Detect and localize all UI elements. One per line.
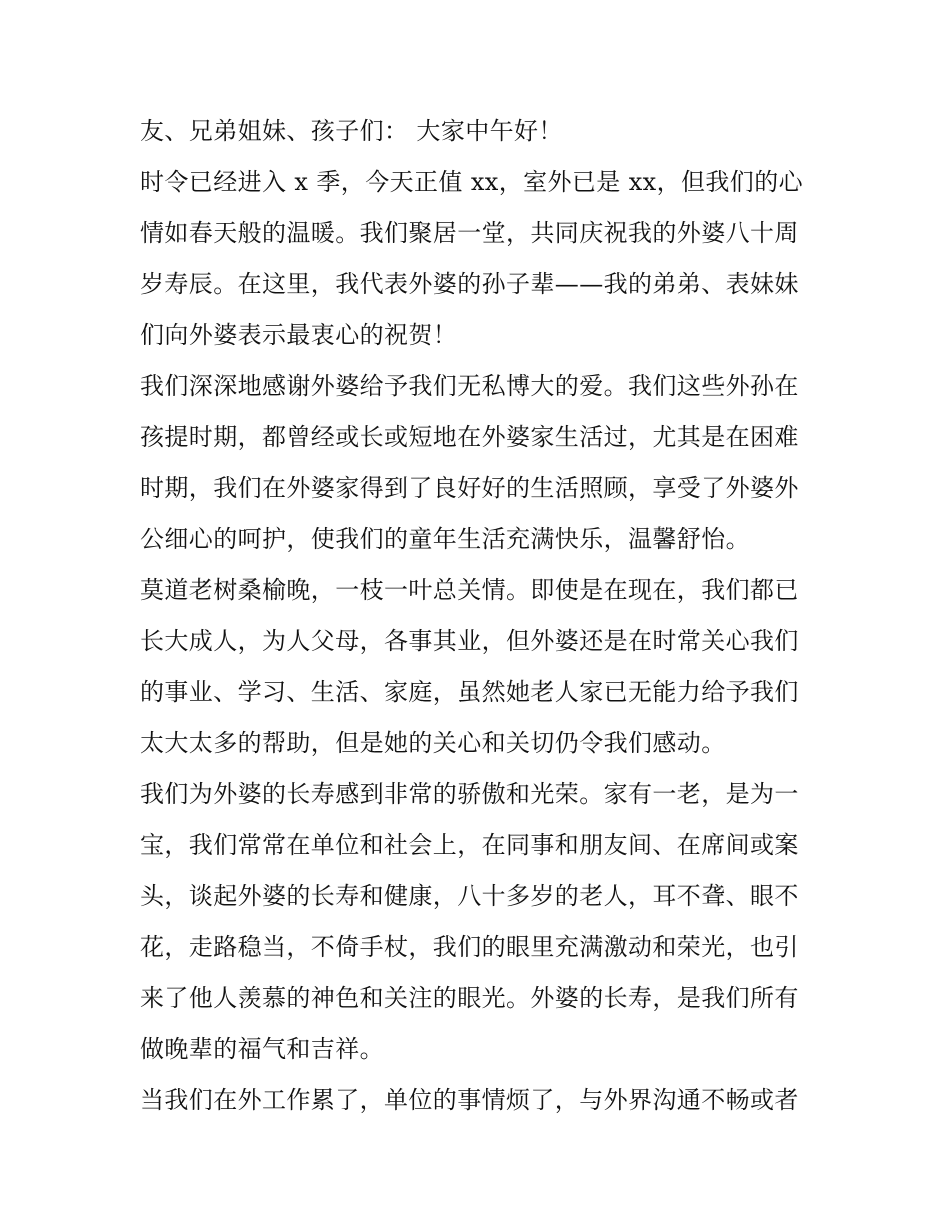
text-line-13: 太大太多的帮助，但是她的关心和关切仍令我们感动。 bbox=[140, 729, 726, 757]
text-line-1: 友、兄弟姐妹、孩子们： 大家中午好！ bbox=[140, 117, 563, 145]
document-text-body bbox=[140, 106, 815, 1126]
text-line-9: 公细心的呵护，使我们的童年生活充满快乐，温馨舒怡。 bbox=[140, 525, 750, 553]
text-line-10: 莫道老树桑榆晚，一枝一叶总关情。即使是在现在，我们都已 bbox=[140, 576, 799, 604]
text-line-8: 时期，我们在外婆家得到了良好好的生活照顾，享受了外婆外 bbox=[140, 474, 799, 502]
text-line-11: 长大成人，为人父母，各事其业，但外婆还是在时常关心我们 bbox=[140, 627, 799, 655]
text-line-4: 岁寿辰。在这里，我代表外婆的孙子辈——我的弟弟、表妹妹 bbox=[140, 270, 799, 298]
text-line-16: 头，谈起外婆的长寿和健康，八十多岁的老人，耳不聋、眼不 bbox=[140, 882, 799, 910]
text-line-5: 们向外婆表示最衷心的祝贺！ bbox=[140, 321, 458, 349]
text-line-12: 的事业、学习、生活、家庭，虽然她老人家已无能力给予我们 bbox=[140, 678, 799, 706]
text-line-18: 来了他人羡慕的神色和关注的眼光。外婆的长寿，是我们所有 bbox=[140, 984, 799, 1012]
text-line-17: 花，走路稳当，不倚手杖，我们的眼里充满激动和荣光，也引 bbox=[140, 933, 799, 961]
text-line-19: 做晚辈的福气和吉祥。 bbox=[140, 1035, 384, 1063]
text-line-14: 我们为外婆的长寿感到非常的骄傲和光荣。家有一老，是为一 bbox=[140, 780, 799, 808]
text-line-3: 情如春天般的温暖。我们聚居一堂，共同庆祝我的外婆八十周 bbox=[140, 219, 799, 247]
text-line-7: 孩提时期，都曾经或长或短地在外婆家生活过，尤其是在困难 bbox=[140, 423, 799, 451]
text-line-6: 我们深深地感谢外婆给予我们无私博大的爱。我们这些外孙在 bbox=[140, 372, 799, 400]
text-line-2: 时令已经进入 x 季，今天正值 xx，室外已是 xx，但我们的心 bbox=[140, 168, 803, 196]
text-line-20: 当我们在外工作累了，单位的事情烦了，与外界沟通不畅或者 bbox=[140, 1086, 799, 1114]
text-line-15: 宝，我们常常在单位和社会上，在同事和朋友间、在席间或案 bbox=[140, 831, 799, 859]
